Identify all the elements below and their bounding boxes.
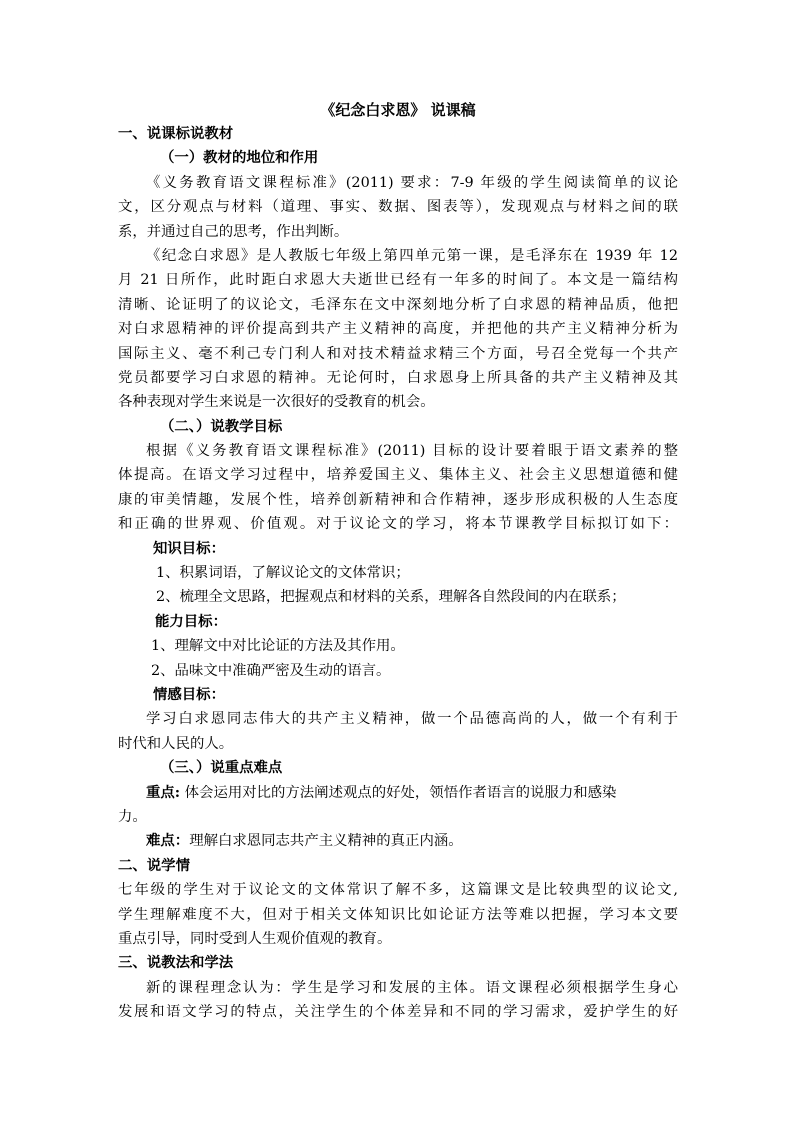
difficult-point-line xyxy=(118,829,678,853)
knowledge-goal-label: 知识目标： xyxy=(153,539,225,557)
list-item: 1、积累词语，了解议论文的文体常识； xyxy=(156,565,410,582)
paragraph-line: 文，区分观点与材料（道理、事实、数据、图表等），发现观点与材料之间的联 xyxy=(118,199,678,216)
paragraph-line: 国际主义、毫不利己专门利人和对技术精益求精三个方面，号召全党每一个共产 xyxy=(118,345,678,362)
paragraph-line: 时代和人民的人。 xyxy=(118,735,234,752)
subsection-heading: （三、）说重点难点 xyxy=(160,759,283,777)
paragraph-line: 系，并通过自己的思考，作出判断。 xyxy=(118,223,349,240)
difficult-point-text: 理解白求恩同志共产主义精神的真正内涵。 xyxy=(189,833,463,850)
list-item: 1、理解文中对比论证的方法及其作用。 xyxy=(151,638,405,655)
subsection-heading: （二、）说教学目标 xyxy=(160,417,283,435)
subsection-heading: （一）教材的地位和作用 xyxy=(160,149,319,167)
paragraph-line: 月 21 日所作，此时距白求恩大夫逝世已经有一年多的时间了。本文是一篇结构 xyxy=(118,272,678,289)
paragraph-line: 七年级的学生对于议论文的文体常识了解不多，这篇课文是比较典型的议论文, xyxy=(118,882,678,899)
key-point-label: 重点: xyxy=(146,783,181,801)
emotion-goal-label: 情感目标： xyxy=(153,685,225,703)
list-item: 2、梳理全文思路，把握观点和材料的关系，理解各自然段间的内在联系； xyxy=(156,589,626,606)
difficult-point-label: 难点： xyxy=(146,832,190,850)
ability-goal-label: 能力目标： xyxy=(155,612,227,630)
paragraph-line: 学习白求恩同志伟大的共产主义精神，做一个品德高尚的人，做一个有利于 xyxy=(146,711,678,728)
paragraph-line: 《义务教育语文课程标准》(2011) 要求：7-9 年级的学生阅读简单的议论 xyxy=(146,174,678,191)
paragraph-line: 《纪念白求恩》是人教版七年级上第四单元第一课，是毛泽东在 1939 年 12 xyxy=(146,247,678,264)
section-heading: 二、说学情 xyxy=(118,856,190,874)
paragraph-line: 清晰、论证明了的议论文，毛泽东在文中深刻地分析了白求恩的精神品质，他把 xyxy=(118,296,678,313)
list-item: 2、品味文中准确严密及生动的语言。 xyxy=(151,662,391,679)
paragraph-line: 体提高。在语文学习过程中，培养爱国主义、集体主义、社会主义思想道德和健 xyxy=(118,467,678,484)
section-heading: 一、说课标说教材 xyxy=(118,125,234,142)
key-point-line xyxy=(118,781,678,805)
key-point-text: 体会运用对比的方法阐述观点的好处，领悟作者语言的说服力和感染 xyxy=(180,784,617,801)
paragraph-line: 力。 xyxy=(118,808,147,825)
paragraph-line: 新的课程理念认为：学生是学习和发展的主体。语文课程必须根据学生身心 xyxy=(146,979,678,996)
paragraph-line: 康的审美情趣，发展个性，培养创新精神和合作精神，逐步形成积极的人生态度 xyxy=(118,491,678,508)
paragraph-line: 党员都要学习白求恩的精神。无论何时，白求恩身上所具备的共产主义精神及其 xyxy=(118,369,678,386)
document-title: 《纪念白求恩》 说课稿 xyxy=(320,101,476,119)
section-heading: 三、说教法和学法 xyxy=(118,954,234,972)
paragraph-line: 对白求恩精神的评价提高到共产主义精神的高度，并把他的共产主义精神分析为 xyxy=(118,321,678,338)
paragraph-line: 各种表现对学生来说是一次很好的受教育的机会。 xyxy=(118,394,435,411)
paragraph-line: 根据《义务教育语文课程标准》(2011) 目标的设计要着眼于语文素养的整 xyxy=(146,443,678,460)
paragraph-line: 学生理解难度不大，但对于相关文体知识比如论证方法等难以把握，学习本文要 xyxy=(118,906,678,923)
paragraph-line: 和正确的世界观、价值观。对于议论文的学习，将本节课教学目标拟订如下： xyxy=(118,516,678,533)
paragraph-line: 发展和语文学习的特点，关注学生的个体差异和不同的学习需求，爱护学生的好 xyxy=(118,1004,678,1021)
paragraph-line: 重点引导，同时受到人生观价值观的教育。 xyxy=(118,930,392,947)
document-page xyxy=(118,98,678,1024)
